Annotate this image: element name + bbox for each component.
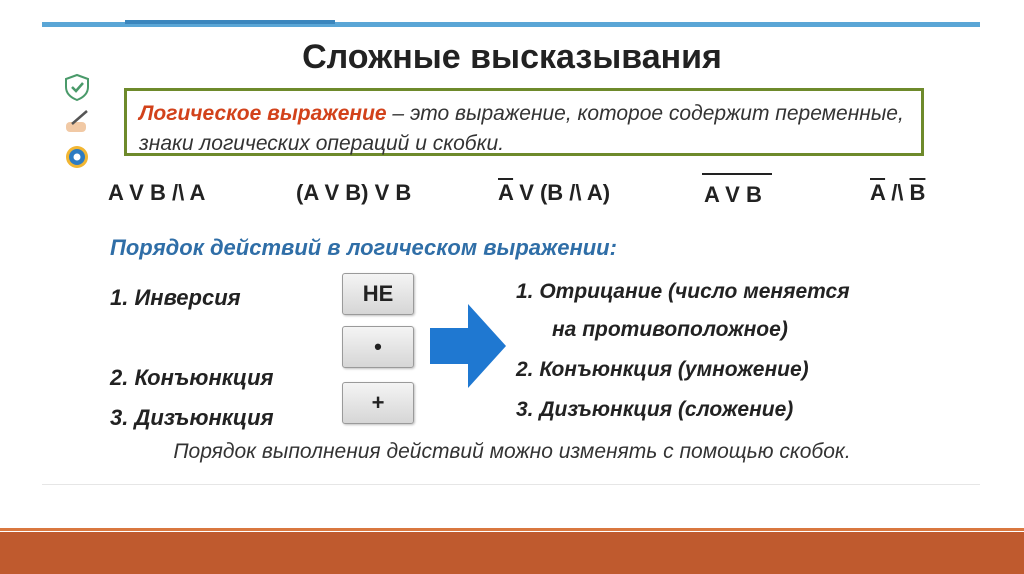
definition-box <box>124 88 924 156</box>
side-icons <box>62 72 96 178</box>
expression-5-var-a: $\overline{A}$ <box>870 180 886 205</box>
top-border-accent <box>125 20 335 24</box>
right-step-3: 3. Дизъюнкция (сложение) <box>516 398 794 421</box>
expression-1: A V B /\ A <box>108 180 206 205</box>
pen-hand-icon <box>62 108 92 136</box>
not-button[interactable]: НЕ <box>342 273 414 315</box>
expression-3 <box>498 180 610 206</box>
note-text: Порядок выполнения действий можно изменять с помощью скобок. <box>173 440 851 463</box>
footer-bar <box>0 532 1024 574</box>
right-step-1: 1. Отрицание (число меняется <box>516 280 850 303</box>
step-disjunction: 3. Дизъюнкция <box>110 405 274 430</box>
expression-2: (A V B) V B <box>296 180 412 205</box>
arrow-right-icon <box>430 304 506 388</box>
right-step-1-cont: на противоположное) <box>552 318 788 341</box>
expression-5 <box>870 180 925 206</box>
expression-5-var-b: $\overline{B}$ <box>909 180 926 205</box>
order-title: Порядок действий в логическом выражении: <box>110 235 617 260</box>
or-button[interactable]: + <box>342 382 414 424</box>
shield-check-icon <box>62 72 92 102</box>
expression-5-op: /\ <box>885 180 910 205</box>
gear-icon <box>62 142 92 172</box>
step-conjunction: 2. Конъюнкция <box>110 365 274 390</box>
definition-text: – это выражение, которое содержит переменные, знаки логических операций и скобки. <box>139 102 904 155</box>
expression-4-overbar <box>702 173 772 175</box>
and-button[interactable]: • <box>342 326 414 368</box>
expression-3-rest: V (B /\ A) <box>513 180 611 205</box>
expression-4: A V B <box>704 182 762 207</box>
definition-term: Логическое выражение <box>139 102 387 125</box>
footer-line <box>0 528 1024 531</box>
step-inversion: 1. Инверсия <box>110 285 241 310</box>
slide-title: Сложные высказывания <box>302 38 722 76</box>
right-step-2: 2. Конъюнкция (умножение) <box>516 358 809 381</box>
bottom-separator <box>42 484 980 485</box>
expression-3-var: $\overline{A}$ <box>498 180 514 205</box>
